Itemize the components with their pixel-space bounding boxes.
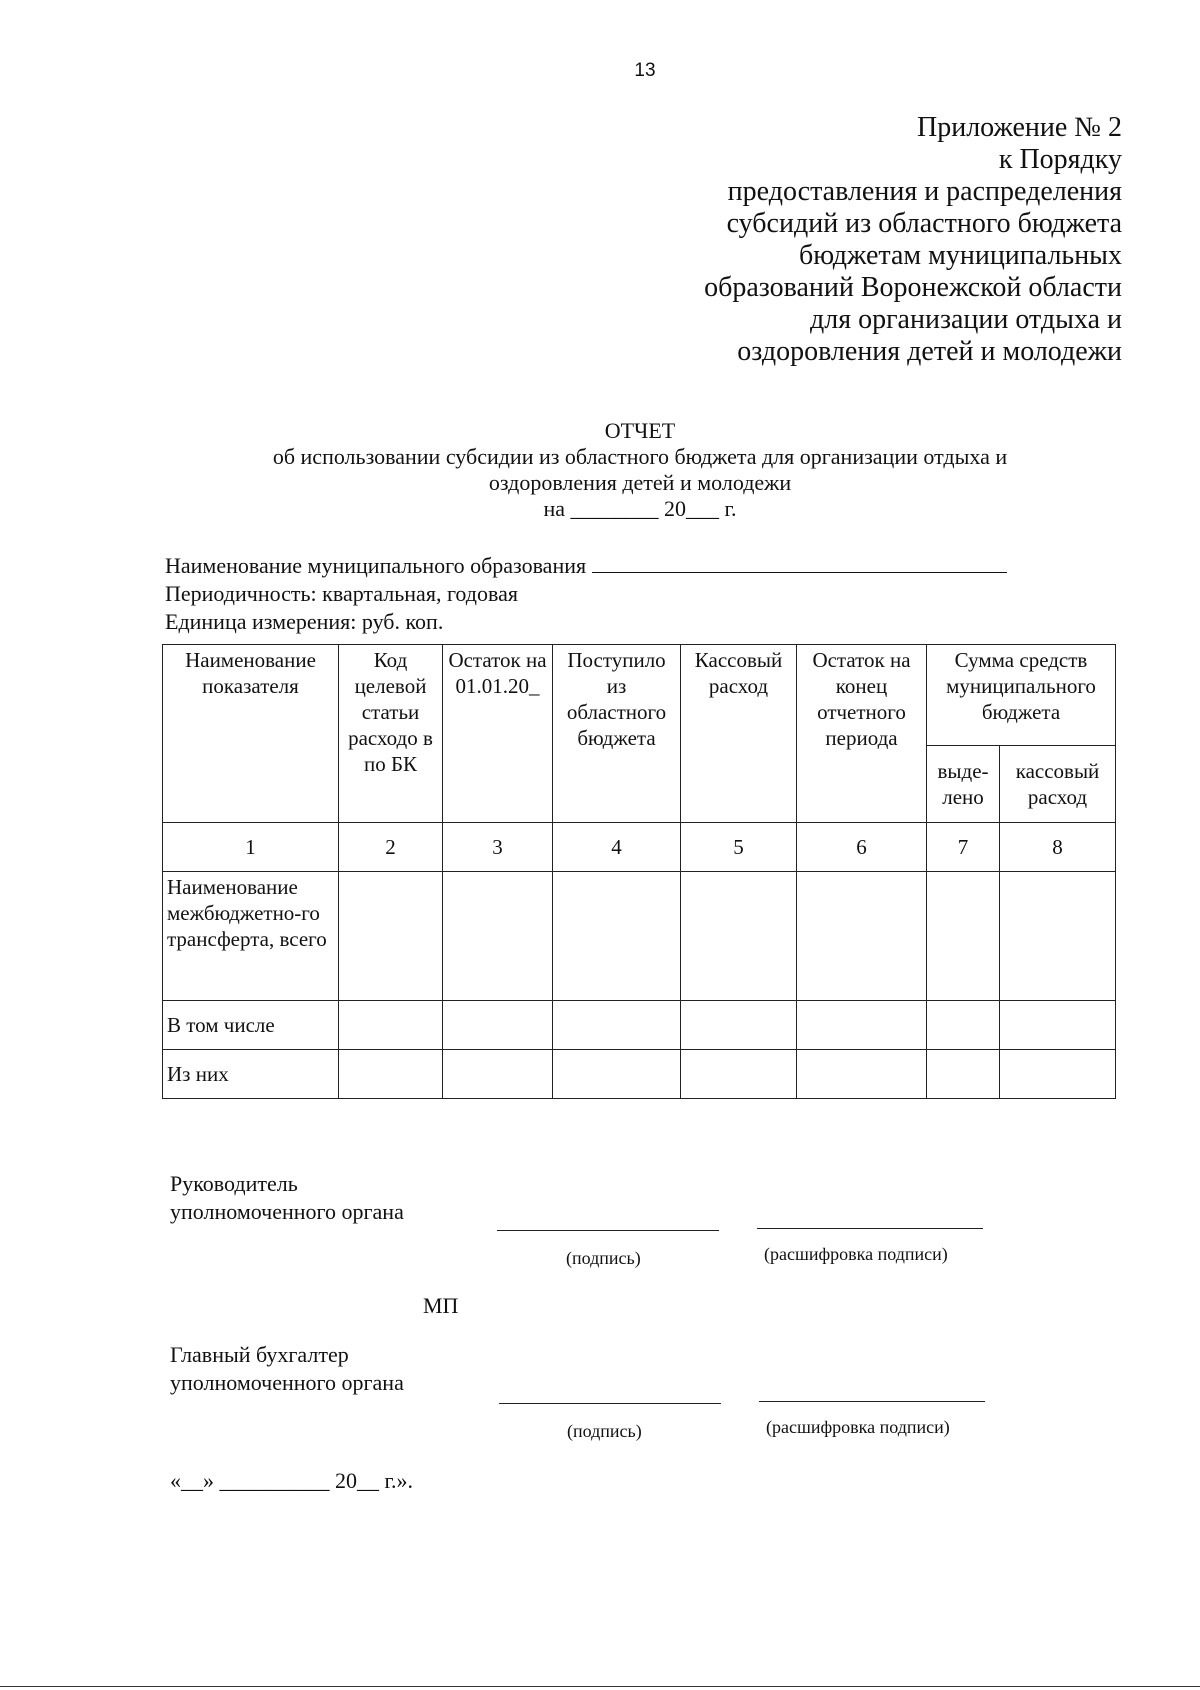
table-row: [163, 1001, 1116, 1050]
table-cell[interactable]: [443, 1050, 553, 1099]
accountant-signature-caption: (подпись): [567, 1421, 642, 1441]
head-signature-label: [170, 1170, 404, 1226]
table-cell[interactable]: [927, 1050, 1000, 1099]
table-row: [163, 1050, 1116, 1099]
column-number: 1: [163, 823, 339, 872]
column-number: 8: [1000, 823, 1116, 872]
header-indicator: Наименование показателя: [163, 645, 339, 823]
table-cell[interactable]: [1000, 1001, 1116, 1050]
appendix-line: предоставления и распределения: [727, 176, 1122, 207]
date-footer: «__» __________ 20__ г.».: [170, 1468, 414, 1493]
row-label: Наименование межбюджетно-го трансферта, всего: [163, 872, 339, 1001]
appendix-line: Приложение № 2: [917, 112, 1122, 143]
appendix-line: оздоровления детей и молодежи: [737, 336, 1122, 367]
appendix-header: [562, 112, 1122, 368]
head-title-line: Руководитель: [170, 1171, 298, 1196]
table-cell[interactable]: [1000, 1050, 1116, 1099]
table-cell[interactable]: [797, 1050, 927, 1099]
header-municipal-budget: Сумма средств муниципального бюджета: [927, 645, 1116, 746]
appendix-line: для организации отдыха и: [809, 304, 1122, 335]
column-number: 2: [339, 823, 443, 872]
report-title: ОТЧЕТ: [604, 418, 676, 443]
table-header-row: [163, 645, 1116, 746]
municipality-field: [165, 552, 1007, 580]
header-allocated: выде-лено: [927, 746, 1000, 823]
table-cell[interactable]: [339, 872, 443, 1001]
header-code: Код целевой статьи расходо в по БК: [339, 645, 443, 823]
table-cell[interactable]: [1000, 872, 1116, 1001]
header-received: Поступило из областного бюджета: [553, 645, 681, 823]
accountant-decoding-line[interactable]: [759, 1401, 985, 1402]
periodicity-text: Периодичность: квартальная, годовая: [165, 581, 518, 606]
municipality-blank[interactable]: [592, 571, 1007, 573]
column-number: 3: [443, 823, 553, 872]
accountant-title-line: Главный бухгалтер: [170, 1342, 349, 1367]
table-cell[interactable]: [553, 872, 681, 1001]
table-number-row: [163, 823, 1116, 872]
table-cell[interactable]: [339, 1050, 443, 1099]
appendix-line: образований Воронежской области: [704, 272, 1122, 303]
table-cell[interactable]: [797, 1001, 927, 1050]
table-cell[interactable]: [339, 1001, 443, 1050]
header-balance-start: Остаток на 01.01.20_: [443, 645, 553, 823]
head-signature-line[interactable]: [497, 1230, 719, 1231]
header-balance-end: Остаток на конец отчетного периода: [797, 645, 927, 823]
report-date: на ________ 20___ г.: [543, 496, 737, 521]
row-label: Из них: [163, 1050, 339, 1099]
table-cell[interactable]: [927, 872, 1000, 1001]
table-cell[interactable]: [443, 872, 553, 1001]
column-number: 4: [553, 823, 681, 872]
table-row: [163, 872, 1116, 1001]
header-municipal-cash-expense: кассовый расход: [1000, 746, 1116, 823]
accountant-decoding-caption: (расшифровка подписи): [766, 1417, 950, 1437]
report-table: [162, 644, 1116, 1099]
accountant-signature-label: [170, 1341, 404, 1397]
accountant-title-line: уполномоченного органа: [170, 1370, 404, 1395]
appendix-line: бюджетам муниципальных: [799, 240, 1122, 271]
table-cell[interactable]: [681, 872, 797, 1001]
municipality-label: Наименование муниципального образования: [165, 553, 587, 578]
page-number: 13: [634, 60, 656, 81]
column-number: 5: [681, 823, 797, 872]
accountant-signature-line[interactable]: [499, 1403, 721, 1404]
appendix-line: к Порядку: [998, 144, 1122, 175]
column-number: 7: [927, 823, 1000, 872]
stamp-place: МП: [423, 1293, 459, 1318]
row-label: В том числе: [163, 1001, 339, 1050]
table-cell[interactable]: [927, 1001, 1000, 1050]
table-cell[interactable]: [681, 1050, 797, 1099]
column-number: 6: [797, 823, 927, 872]
report-subtitle: оздоровления детей и молодежи: [488, 470, 792, 495]
page-bottom-rule: [0, 1686, 1200, 1687]
head-decoding-line[interactable]: [757, 1228, 983, 1229]
unit-text: Единица измерения: руб. коп.: [165, 609, 444, 634]
report-subtitle: об использовании субсидии из областного бюджета для организации отдыха и: [272, 444, 1008, 469]
head-title-line: уполномоченного органа: [170, 1199, 404, 1224]
head-decoding-caption: (расшифровка подписи): [764, 1244, 948, 1264]
table-cell[interactable]: [797, 872, 927, 1001]
header-cash-expense: Кассовый расход: [681, 645, 797, 823]
table-cell[interactable]: [681, 1001, 797, 1050]
table-cell[interactable]: [553, 1050, 681, 1099]
head-signature-caption: (подпись): [566, 1248, 641, 1268]
report-heading: [0, 418, 1200, 522]
appendix-line: субсидий из областного бюджета: [726, 208, 1122, 239]
table-cell[interactable]: [443, 1001, 553, 1050]
table-cell[interactable]: [553, 1001, 681, 1050]
report-meta: [165, 552, 1007, 636]
